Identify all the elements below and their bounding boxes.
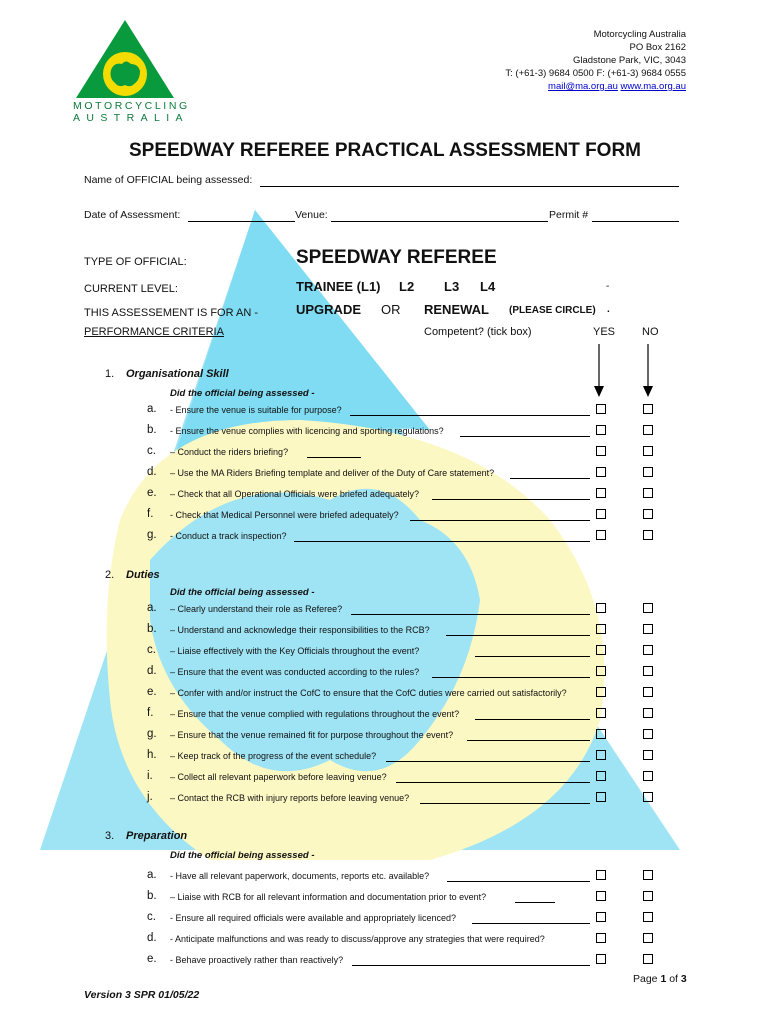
item-letter: j. (147, 791, 153, 803)
criteria-row (0, 486, 770, 504)
item-line (351, 614, 590, 615)
item-text: – Keep track of the progress of the event schedule? (170, 751, 377, 761)
item-letter: g. (147, 728, 157, 740)
venue-label: Venue: (295, 209, 328, 221)
item-line (475, 719, 590, 720)
permit-field[interactable] (592, 221, 679, 222)
contact-block (505, 28, 686, 93)
criteria-row (0, 868, 770, 886)
item-text: - Anticipate malfunctions and was ready to discuss/approve any strategies that were required? (170, 934, 545, 944)
yes-checkbox[interactable] (596, 891, 606, 901)
item-letter: c. (147, 644, 156, 656)
no-checkbox[interactable] (643, 771, 653, 781)
no-checkbox[interactable] (643, 792, 653, 802)
or-text: OR (381, 302, 401, 317)
competent-label: Competent? (tick box) (424, 326, 532, 338)
address: Gladstone Park, VIC, 3043 (572, 55, 686, 66)
section-2-subtitle: Did the official being assessed - (170, 587, 315, 598)
level-l3[interactable]: L3 (444, 279, 460, 294)
item-line (467, 740, 590, 741)
section-3-subtitle: Did the official being assessed - (170, 850, 315, 861)
section-1-subtitle: Did the official being assessed - (170, 388, 315, 399)
item-text: – Contact the RCB with injury reports before leaving venue? (170, 793, 410, 803)
section-3-title: Preparation (126, 830, 188, 842)
item-text: – Understand and acknowledge their responsibilities to the RCB? (170, 625, 430, 635)
level-l2[interactable]: L2 (399, 279, 415, 294)
yes-column-header: YES (593, 326, 616, 338)
motorcycling-australia-logo (74, 18, 176, 100)
yes-checkbox[interactable] (596, 708, 606, 718)
criteria-row (0, 601, 770, 619)
renewal-option[interactable]: RENEWAL (424, 302, 489, 317)
criteria-row (0, 748, 770, 766)
item-line (307, 457, 361, 458)
yes-checkbox[interactable] (596, 954, 606, 964)
criteria-row (0, 402, 770, 420)
yes-checkbox[interactable] (596, 729, 606, 739)
criteria-row (0, 622, 770, 640)
yes-checkbox[interactable] (596, 771, 606, 781)
yes-checkbox[interactable] (596, 870, 606, 880)
no-checkbox[interactable] (643, 750, 653, 760)
item-letter: d. (147, 466, 157, 478)
no-checkbox[interactable] (643, 603, 653, 613)
assessment-label: THIS ASSESSEMENT IS FOR AN - (84, 307, 259, 319)
yes-checkbox[interactable] (596, 404, 606, 414)
yes-checkbox[interactable] (596, 666, 606, 676)
yes-checkbox[interactable] (596, 624, 606, 634)
item-letter: g. (147, 529, 157, 541)
yes-checkbox[interactable] (596, 645, 606, 655)
no-checkbox[interactable] (643, 891, 653, 901)
no-checkbox[interactable] (643, 912, 653, 922)
item-line (432, 499, 590, 500)
criteria-row (0, 790, 770, 808)
section-2-number: 2. (105, 569, 115, 581)
item-text: – Collect all relevant paperwork before leaving venue? (170, 772, 387, 782)
po-box: PO Box 2162 (629, 42, 686, 53)
version-footer: Version 3 SPR 01/05/22 (84, 989, 200, 1001)
logo-wordmark (73, 100, 190, 124)
no-column-header: NO (642, 326, 659, 338)
item-text: – Liaise with RCB for all relevant information and documentation prior to event? (170, 892, 487, 902)
item-letter: e. (147, 686, 157, 698)
item-text: - Have all relevant paperwork, documents, reports etc. available? (170, 871, 430, 881)
yes-checkbox[interactable] (596, 530, 606, 540)
section-3-number: 3. (105, 830, 115, 842)
date-label: Date of Assessment: (84, 209, 181, 221)
item-letter: f. (147, 508, 154, 520)
item-letter: b. (147, 623, 157, 635)
no-checkbox[interactable] (643, 708, 653, 718)
criteria-row (0, 423, 770, 441)
item-letter: d. (147, 932, 157, 944)
no-checkbox[interactable] (643, 666, 653, 676)
page-title: SPEEDWAY REFEREE PRACTICAL ASSESSMENT FORM (128, 140, 642, 161)
item-letter: i. (147, 770, 153, 782)
item-text: – Confer with and/or instruct the CofC to ensure that the CofC duties were carried out satisfactorily? (170, 688, 567, 698)
upgrade-option[interactable]: UPGRADE (296, 302, 362, 317)
yes-checkbox[interactable] (596, 425, 606, 435)
level-trainee-l1[interactable]: TRAINEE (L1) (296, 279, 381, 294)
yes-checkbox[interactable] (596, 603, 606, 613)
logo-text-line2: AUSTRALIA (73, 112, 189, 124)
item-text: - Behave proactively rather than reactively? (170, 955, 344, 965)
no-checkbox[interactable] (643, 509, 653, 519)
section-1-title: Organisational Skill (126, 368, 229, 380)
item-letter: a. (147, 403, 157, 415)
item-line (432, 677, 590, 678)
email-link[interactable]: mail@ma.org.au (548, 81, 618, 92)
page-word: Page (633, 973, 658, 985)
section-1-number: 1. (105, 368, 115, 380)
item-letter: e. (147, 487, 157, 499)
level-l4[interactable]: L4 (480, 279, 496, 294)
no-checkbox[interactable] (643, 954, 653, 964)
item-letter: d. (147, 665, 157, 677)
page-total: 3 (680, 973, 687, 985)
yes-checkbox[interactable] (596, 687, 606, 697)
criteria-row (0, 685, 770, 703)
no-checkbox[interactable] (643, 425, 653, 435)
venue-field[interactable] (331, 221, 548, 222)
item-line (475, 656, 590, 657)
criteria-row (0, 643, 770, 661)
item-line (350, 415, 590, 416)
no-checkbox[interactable] (643, 687, 653, 697)
item-line (396, 782, 590, 783)
item-line (515, 902, 555, 903)
item-letter: h. (147, 749, 157, 761)
item-line (447, 881, 590, 882)
no-checkbox[interactable] (643, 530, 653, 540)
item-text: - Ensure the venue complies with licencing and sporting regulations? (170, 426, 444, 436)
criteria-row (0, 910, 770, 928)
no-checkbox[interactable] (643, 870, 653, 880)
item-letter: a. (147, 869, 157, 881)
item-text: - Conduct a track inspection? (170, 531, 287, 541)
no-checkbox[interactable] (643, 729, 653, 739)
yes-checkbox[interactable] (596, 467, 606, 477)
circle-dot: . (607, 304, 610, 315)
yes-checkbox[interactable] (596, 933, 606, 943)
yes-checkbox[interactable] (596, 912, 606, 922)
item-text: – Ensure that the event was conducted according to the rules? (170, 667, 420, 677)
permit-label: Permit # (549, 209, 589, 221)
criteria-row (0, 952, 770, 970)
item-text: – Ensure that the venue remained fit for purpose throughout the event? (170, 730, 454, 740)
page-current: 1 (660, 973, 667, 985)
level-label: CURRENT LEVEL: (84, 283, 178, 295)
criteria-row (0, 664, 770, 682)
level-dash: - (606, 281, 610, 292)
yes-checkbox[interactable] (596, 488, 606, 498)
no-checkbox[interactable] (643, 933, 653, 943)
item-line (446, 635, 590, 636)
item-text: – Check that all Operational Officials were briefed adequately? (170, 489, 419, 499)
please-circle-note: (PLEASE CIRCLE) (509, 305, 596, 316)
criteria-row (0, 465, 770, 483)
criteria-row (0, 444, 770, 462)
no-checkbox[interactable] (643, 404, 653, 414)
item-text: – Use the MA Riders Briefing template and deliver of the Duty of Care statement? (170, 468, 495, 478)
of-word: of (669, 973, 678, 985)
item-text: – Clearly understand their role as Referee? (170, 604, 343, 614)
no-checkbox[interactable] (643, 446, 653, 456)
criteria-row (0, 706, 770, 724)
no-checkbox[interactable] (643, 645, 653, 655)
yes-checkbox[interactable] (596, 446, 606, 456)
phone-fax: T: (+61-3) 9684 0500 F: (+61-3) 9684 0555 (505, 68, 686, 79)
criteria-row (0, 889, 770, 907)
criteria-row (0, 727, 770, 745)
criteria-row (0, 507, 770, 525)
item-line (472, 923, 590, 924)
org-name: Motorcycling Australia (593, 29, 686, 40)
item-text: - Check that Medical Personnel were briefed adequately? (170, 510, 399, 520)
no-checkbox[interactable] (643, 467, 653, 477)
name-label: Name of OFFICIAL being assessed: (84, 174, 253, 186)
yes-checkbox[interactable] (596, 792, 606, 802)
name-field[interactable] (260, 186, 679, 187)
criteria-row (0, 769, 770, 787)
no-checkbox[interactable] (643, 488, 653, 498)
item-text: – Liaise effectively with the Key Officials throughout the event? (170, 646, 420, 656)
no-checkbox[interactable] (643, 624, 653, 634)
item-letter: f. (147, 707, 154, 719)
no-arrow-down-icon (642, 344, 654, 398)
section-2-title: Duties (126, 569, 160, 581)
website-link[interactable]: www.ma.org.au (620, 81, 686, 92)
item-letter: c. (147, 445, 156, 457)
performance-criteria-heading: PERFORMANCE CRITERIA (84, 326, 224, 338)
item-letter: e. (147, 953, 157, 965)
item-line (410, 520, 590, 521)
item-text: – Conduct the riders briefing? (170, 447, 289, 457)
yes-checkbox[interactable] (596, 750, 606, 760)
type-label: TYPE OF OFFICIAL: (84, 256, 187, 268)
item-line (460, 436, 590, 437)
item-text: – Ensure that the venue complied with regulations throughout the event? (170, 709, 460, 719)
item-text: - Ensure all required officials were available and appropriately licenced? (170, 913, 456, 923)
item-letter: b. (147, 890, 157, 902)
criteria-row (0, 528, 770, 546)
item-line (510, 478, 590, 479)
item-letter: c. (147, 911, 156, 923)
yes-arrow-down-icon (593, 344, 605, 398)
yes-checkbox[interactable] (596, 509, 606, 519)
item-letter: a. (147, 602, 157, 614)
item-line (294, 541, 590, 542)
criteria-row (0, 931, 770, 949)
date-field[interactable] (188, 221, 295, 222)
logo-text-line1: MOTORCYCLING (73, 100, 190, 112)
item-letter: b. (147, 424, 157, 436)
item-line (352, 965, 590, 966)
item-line (386, 761, 590, 762)
item-text: - Ensure the venue is suitable for purpose? (170, 405, 342, 415)
page-number (633, 973, 687, 985)
type-value: SPEEDWAY REFEREE (296, 247, 497, 268)
item-line (420, 803, 590, 804)
